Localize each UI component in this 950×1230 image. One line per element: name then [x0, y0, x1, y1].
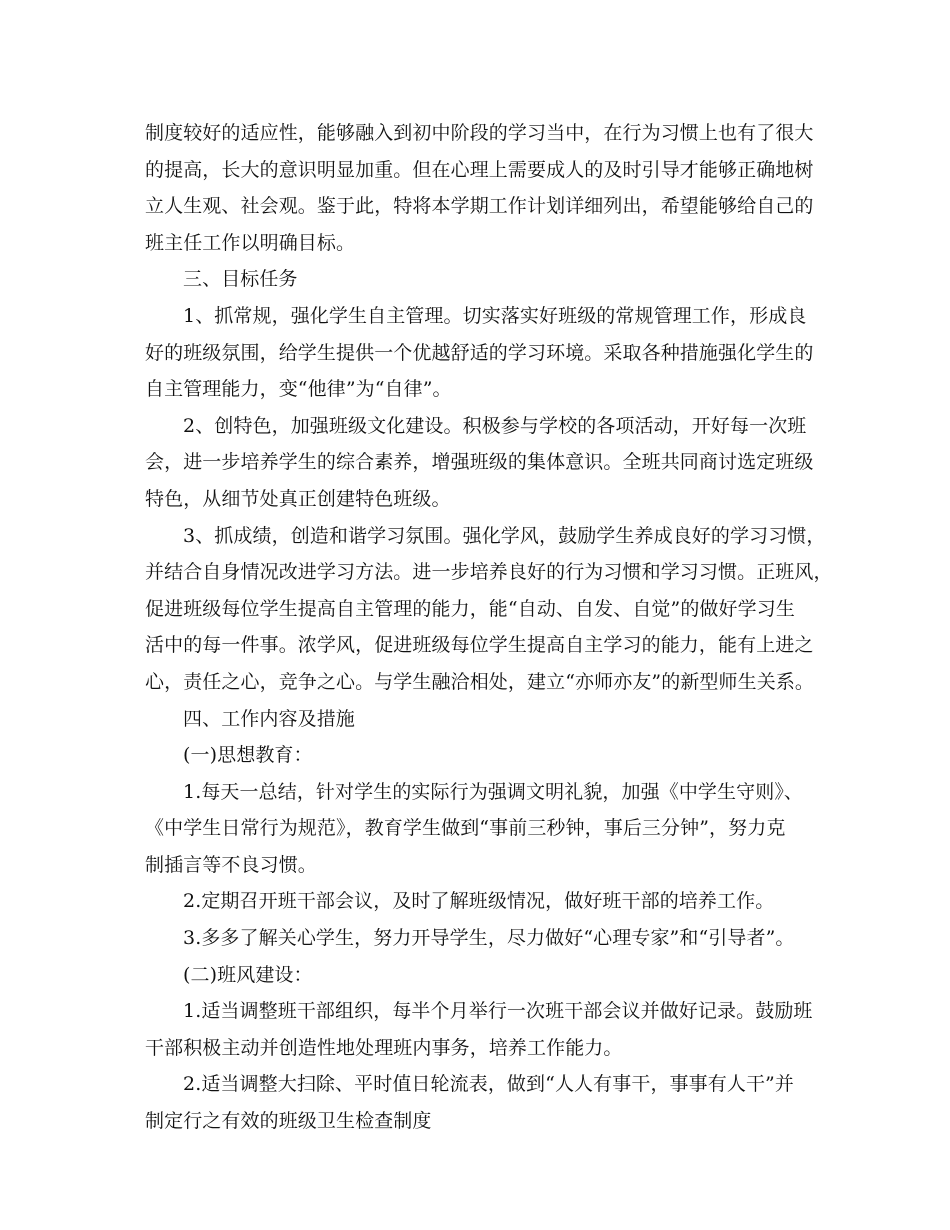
text-line: 制插言等不良习惯。 — [145, 853, 317, 876]
text-line: 会，进一步培养学生的综合素养，增强班级的集体意识。全班共同商讨选定班级 — [145, 451, 814, 474]
text-line: 的提高，长大的意识明显加重。但在心理上需要成人的及时引导才能够正确地树 — [145, 158, 814, 181]
text-line: 促进班级每位学生提高自主管理的能力，能“自动、自发、自觉”的做好学习生 — [145, 597, 795, 620]
text-line: 1.适当调整班干部组织，每半个月举行一次班干部会议并做好记录。鼓励班 — [183, 1000, 813, 1023]
text-line: 立人生观、社会观。鉴于此，特将本学期工作计划详细列出，希望能够给自己的 — [145, 195, 814, 218]
text-line: 制度较好的适应性，能够融入到初中阶段的学习当中，在行为习惯上也有了很大 — [145, 122, 814, 144]
text-line: 《中学生日常行为规范》，教育学生做到“事前三秒钟，事后三分钟”，努力克 — [145, 817, 786, 840]
text-line: 3.多多了解关心学生，努力开导学生，尽力做好“心理专家”和“引导者”。 — [183, 927, 795, 950]
text-line: 特色，从细节处真正创建特色班级。 — [145, 487, 451, 510]
text-line: 1.每天一总结，针对学生的实际行为强调文明礼貌，加强《中学生守则》、 — [183, 780, 804, 803]
text-line: 3、抓成绩，创造和谐学习氛围。强化学风，鼓励学生养成良好的学习习惯， — [183, 524, 826, 547]
text-line: (一)思想教育： — [183, 744, 313, 767]
text-line: 制定行之有效的班级卫生检查制度 — [145, 1110, 432, 1133]
text-line: 1、抓常规，强化学生自主管理。切实落实好班级的常规管理工作，形成良 — [183, 304, 807, 327]
text-line: 并结合自身情况改进学习方法。进一步培养良好的行为习惯和学习习惯。正班风， — [145, 561, 833, 584]
text-line: 心，责任之心，竞争之心。与学生融洽相处，建立“亦师亦友”的新型师生关系。 — [145, 670, 815, 693]
text-line: 四、工作内容及措施 — [183, 707, 355, 730]
text-line: 干部积极主动并创造性地处理班内事务，培养工作能力。 — [145, 1036, 623, 1059]
text-line: 好的班级氛围，给学生提供一个优越舒适的学习环境。采取各种措施强化学生的 — [145, 341, 814, 364]
text-line: 班主任工作以明确目标。 — [145, 231, 356, 254]
text-line: 2.定期召开班干部会议，及时了解班级情况，做好班干部的培养工作。 — [183, 890, 775, 913]
text-line: 活中的每一件事。浓学风，促进班级每位学生提高自主学习的能力，能有上进之 — [145, 634, 814, 657]
text-line: 2、创特色，加强班级文化建设。积极参与学校的各项活动，开好每一次班 — [183, 414, 807, 437]
text-line: 三、目标任务 — [183, 268, 298, 291]
document-body — [145, 115, 833, 1140]
text-line: 2.适当调整大扫除、平时值日轮流表，做到“人人有事干，事事有人干”并 — [183, 1073, 794, 1096]
text-line: 自主管理能力，变“他律”为“自律”。 — [145, 378, 452, 401]
text-line: (二)班风建设： — [183, 963, 313, 986]
